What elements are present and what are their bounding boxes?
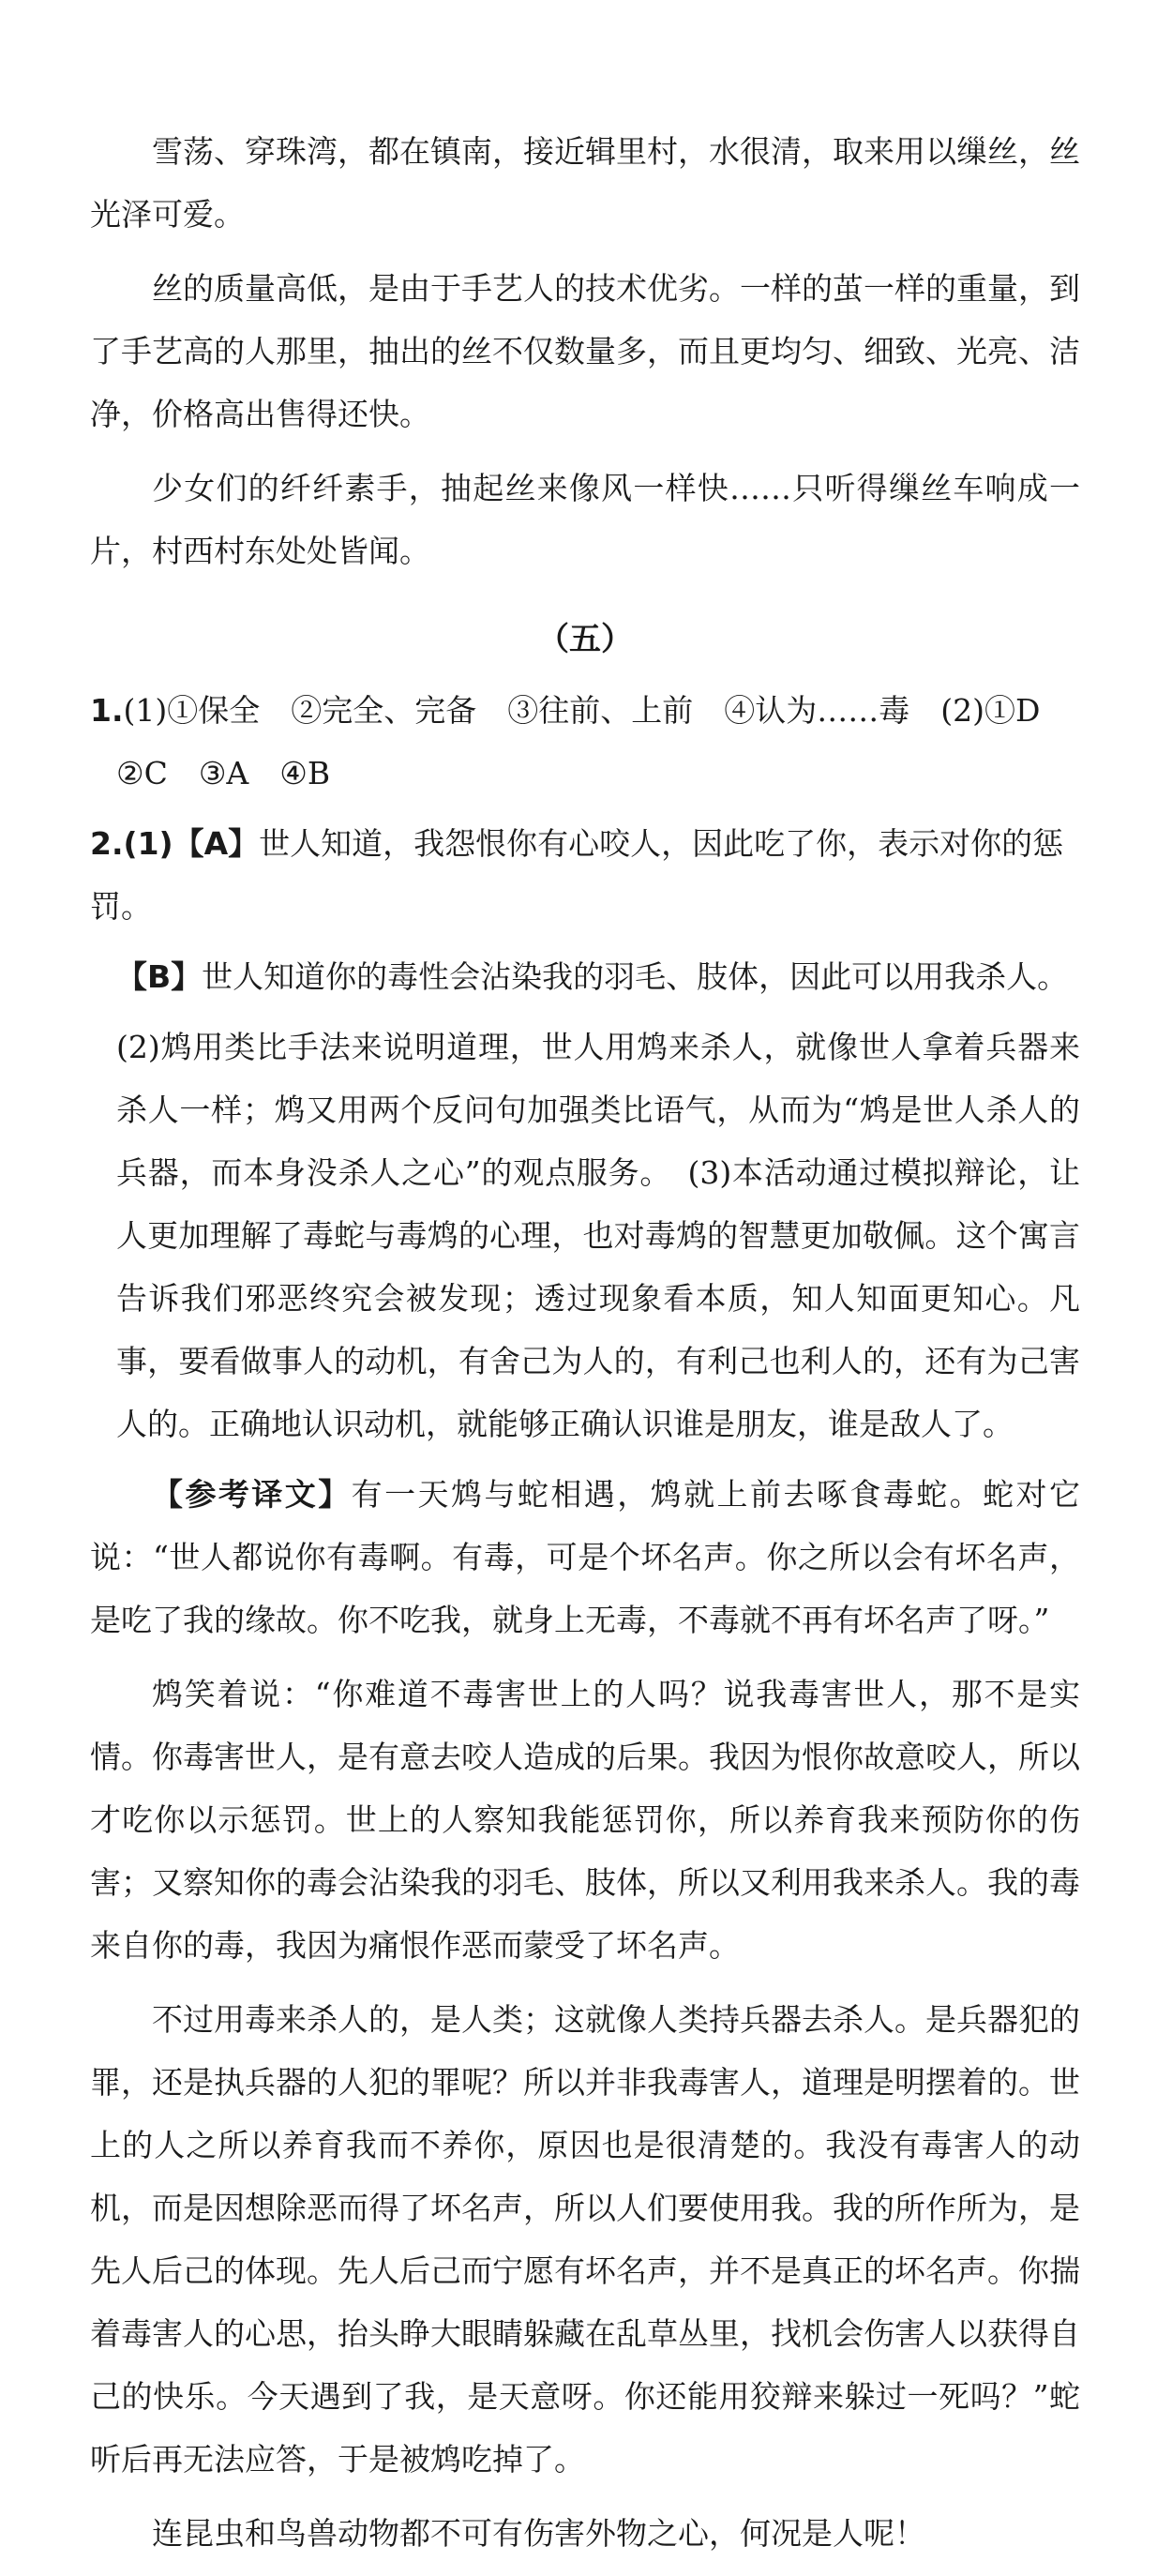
- question-2-b: [90, 945, 1080, 1008]
- translation-paragraph: 不过用毒来杀人的，是人类；这就像人类持兵器去杀人。是兵器犯的罪，还是执兵器的人犯的罪呢？所以并非我毒害人，道理是明摆着的。世上的人之所以养育我而不养你，原因也是很清楚的。我没有毒害人的动机，而是因想除恶而得了坏名声，所以人们要使用我。我的所作所为，是先人后己的体现。先人后己而宁愿有坏名声，并不是真正的坏名声。你揣着毒害人的心思，抬头睁大眼睛躲藏在乱草丛里，找机会伤害人以获得自己的快乐。今天遇到了我，是天意呀。你还能用狡辩来躲过一死吗？”蛇听后再无法应答，于是被鸩吃掉了。: [90, 2001, 1080, 2478]
- paragraph-silk-water: 雪荡、穿珠湾，都在镇南，接近辑里村，水很清，取来用以缫丝，丝光泽可爱。: [90, 133, 1080, 233]
- question-2-b-text: 世人知道你的毒性会沾染我的羽毛、肢体，因此可以用我杀人。: [202, 958, 1069, 995]
- question-2-number: 2.: [90, 825, 124, 862]
- translation-paragraph: 连昆虫和鸟兽动物都不可有伤害外物之心，何况是人呢！: [152, 2515, 925, 2552]
- question-2: [90, 812, 1080, 938]
- question-1-part1: (1)①保全 ②完全、完备 ③往前、上前 ④认为……毒 (2)①D: [123, 692, 1041, 729]
- question-1: [90, 679, 1080, 805]
- question-2-a-text: 世人知道，我怨恨你有心咬人，因此吃了你，表示对你的惩罚。: [90, 825, 1064, 925]
- translation-paragraph: 鸩笑着说：“你难道不毒害世上的人吗？说我毒害世人，那不是实情。你毒害世人，是有意去咬人造成的后果。我因为恨你故意咬人，所以才吃你以示惩罚。世上的人察知我能惩罚你，所以养育我来预防你的伤害；又察知你的毒会沾染我的羽毛、肢体，所以又利用我来杀人。我的毒来自你的毒，我因为痛恨作恶而蒙受了坏名声。: [90, 1676, 1080, 1964]
- section-title: （五）: [537, 621, 633, 658]
- translation-label: 【参考译文】: [152, 1476, 352, 1513]
- paragraph-silk-girls: 少女们的纤纤素手，抽起丝来像风一样快……只听得缫丝车响成一片，村西村东处处皆闻。: [90, 470, 1080, 569]
- question-2-a-label: (1)【A】: [123, 825, 260, 862]
- question-1-number: 1.: [90, 692, 124, 729]
- paragraph-silk-quality: 丝的质量高低，是由于手艺人的技术优劣。一样的茧一样的重量，到了手艺高的人那里，抽出的丝不仅数量多，而且更均匀、细致、光亮、洁净，价格高出售得还快。: [90, 270, 1080, 432]
- question-2-part2-3: (2)鸩用类比手法来说明道理，世人用鸩来杀人，就像世人拿着兵器来杀人一样；鸩又用两个反问句加强类比语气，从而为“鸩是世人杀人的兵器，而本身没杀人之心”的观点服务。 (3)本活动通过模拟辩论，让人更加理解了毒蛇与毒鸩的心理，也对毒鸩的智慧更加敬佩。这个寓言告诉我们邪恶终究会被发现；透过现象看本质，知人知面更知心。凡事，要看做事人的动机，有舍己为人的，有利己也利人的，还有为己害人的。正确地认识动机，就能够正确认识谁是朋友，谁是敌人了。: [116, 1029, 1080, 1442]
- document-page: [90, 120, 1080, 2576]
- question-1-part2: ②C ③A ④B: [116, 755, 331, 791]
- question-2-b-label: 【B】: [116, 958, 203, 995]
- translation-first-text: 有一天鸩与蛇相遇，鸩就上前去啄食毒蛇。蛇对它说：“世人都说你有毒啊。有毒，可是个坏名声。你之所以会有坏名声，是吃了我的缘故。你不吃我，就身上无毒，不毒就不再有坏名声了呀。”: [90, 1476, 1081, 1638]
- translation-first: [90, 1463, 1080, 1651]
